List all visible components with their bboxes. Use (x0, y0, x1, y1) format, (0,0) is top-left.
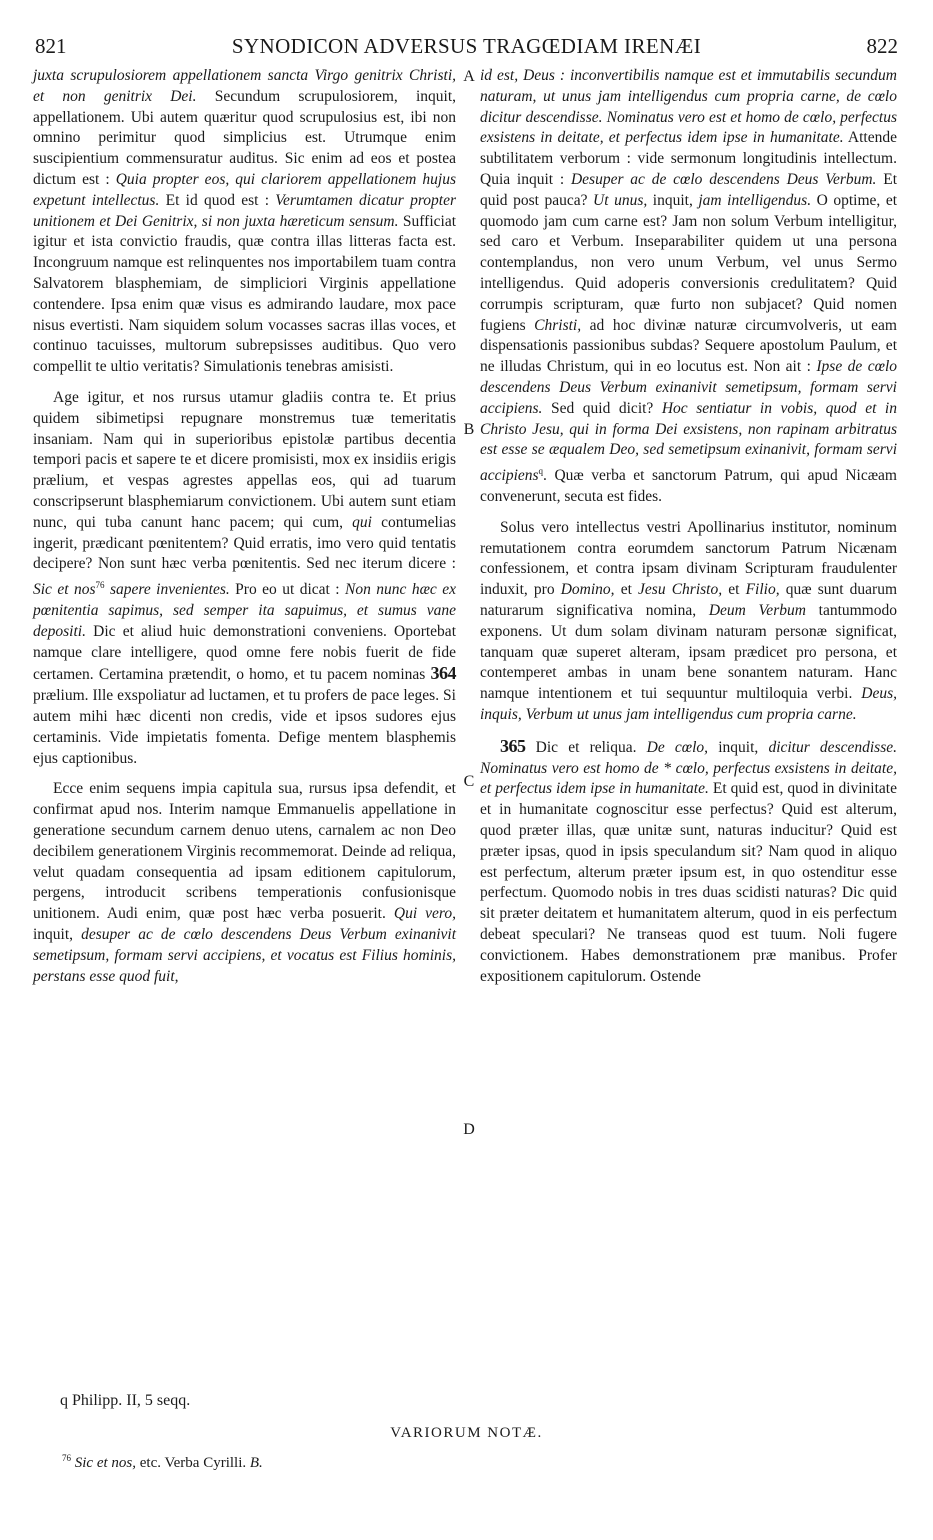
left-page-number: 821 (35, 34, 67, 58)
running-title: SYNODICON ADVERSUS TRAGŒDIAM IRENÆI (231, 34, 702, 58)
paragraph: juxta scrupulosiorem appellationem sancta Virgo genitrix Christi, et non genitrix Dei. Secundum scrupulosiorem, inquit, appellationem. Ubi autem quæritur quod scrupulosius est, ibi non omnino perimitur quod simplicius est. Utrumque enim suscipientium commensuratur auditus. Sic enim ad eos et postea dictum est : Quia propter eos, qui clariorem appellationem hujus expetunt intellectus. Et id quod est : Verumtamen dicatur propter unitionem et Dei Genitrix, si non juxta hæreticum sensum. Sufficiat igitur et ista convictio fraudis, quæ contra illas litteras facta est. Incongruum namque est relinquentes nos importabilem tuam contra Salvatorem blasphemiam, de simpliciori Virginis appellatione contendere. Ipsa enim quæ visus es admirando laudare, mox pace nisus evertisti. Nam siquidem solum vocasses sacras illas voces, et continuo tacuisses, multorum subrepsisses auditibus. Quo vero compellit te ultio veritatis? Simulationis tenebras amisisti. (33, 67, 457, 376)
running-header (35, 34, 898, 64)
paragraph: Solus vero intellectus vestri Apollinarius institutor, nominum remutationem contra eorumdem sanctorum Patrum Nicænam confessionem, et contra ipsam divinam Scripturam fraudulenter induxit, pro Domino, et Jesu Christo, et Filio, quæ sunt duarum naturarum significativa nomina, Deum Verbum tantummodo exponens. Ut dum solam divinam naturam personæ significat, tanquam quæ superet alteram, ipsam prædicet pro persona, et contemperet ambas in unam bene sonantem naturam. Hanc namque intentionem et tui sequuntur multiloquia verbi. Deus, inquis, Verbum ut unus jam intelligendus cum propria carne. (480, 518, 898, 724)
margin-marker-b: B (463, 421, 475, 438)
paragraph: id est, Deus : inconvertibilis namque est et immutabilis secundum naturam, ut unus jam intelligendus cum propria carne, de cœlo dicitur descendisse. Nominatus vero est et homo de cœlo, perfectus exsistens in deitate, et perfectus idem ipse in humanitate. Attende subtilitatem verborum : vide sermonum longitudinis intellectum. Quia inquit : Desuper ac de cœlo descendens Deus Verbum. Et quid post pauca? Ut unus, inquit, jam intelligendus. O optime, et quomodo jam cum carne est? Jam non solum Verbum intelligitur, sed caro et Verbum. Inseparabiliter quidem ut una persona contemplandus, non vero unum Verbum, vel unus Sermo intelligendus. Quid adoperis conversionis credulitatem? Quid corrumpis scripturam, quæ furto non subjacet? Quid nomen fugiens Christi, ad hoc divinæ naturæ circumvolveris, ut eam dispensationis passionibus subdas? Sequere apostolum Paulum, et ne illudas Christum, qui in eo locutus est. Non ait : Ipse de cœlo descendens Deus Verbum exinanivit semetipsum, formam servi accipiens. Sed quid dicit? Hoc sentiatur in vobis, quod et in Christo Jesu, qui in forma Dei exsistens, non rapinam arbitratus est esse se æqualem Deo, sed semetipsum exinanivit, formam servi accipiens$^q$. Quæ verba et sanctorum Patrum, qui apud Nicæam convenerunt, secuta est fides. (480, 67, 898, 506)
margin-marker-c: C (463, 773, 475, 790)
margin-marker-a: A (463, 68, 475, 85)
left-column (33, 66, 456, 987)
paragraph: 365 Dic et reliqua. De cœlo, inquit, dicitur descendisse. Nominatus vero est homo de * cœlo, perfectus exsistens in deitate, et perfectus idem ipse in humanitate. Et quid est, quod in divinitate et in humanitate cognoscitur esse perfectus? Quid est alterum, quod præter illas, quæ unitæ sunt, naturas inducitur? Quid est præter ipsas, quod in ipsis speculandum sit? Nam quod in aliquo est perfectum, alterum præter ipsum est, in quo ostenditur esse perfectum. Quomodo nobis in tres duas scidisti naturas? Dic quid sit præter deitatem et humanitatem alterum, quod in eis perfectum debeat speculari? Ne transeas quod est tuum. Noli fugere convictionem. Habes demonstrationem præ manibus. Profer expositionem capitulorum. Ostende (480, 735, 897, 985)
margin-marker-d: D (463, 1121, 475, 1138)
right-page-number: 822 (866, 34, 898, 58)
column-number: 364 (430, 663, 456, 684)
footnote-reference[interactable]: q (538, 466, 544, 477)
column-number: 365 (500, 735, 526, 756)
notes-heading: VARIORUM NOTÆ. (390, 1425, 543, 1441)
right-column (480, 66, 897, 987)
variorum-note: $^{76}$ Sic et nos, etc. Verba Cyrilli. B. (62, 1453, 263, 1471)
paragraph: Age igitur, et nos rursus utamur gladiis contra te. Et prius quidem sibimetipsi repugnare monstremus tuæ temeritatis insaniam. Nam qui in superioribus epistolæ partibus decentia tempori pacis et sapere te et dicere promisisti, mox ex insidiis erigis prælium, et vespas agrestes appellas eos, qui ad tuarum conscripserunt blasphemiarum convictionem. Ubi autem sunt etiam nunc, qui tuba canunt hanc pacem; qui cum, qui contumelias ingerit, prædicant pœnitentem? Quid erratis, imo vero quid tentatis decipere? Non sunt hæc verba pœnitentis. Sed nec iterum dicere : Sic et nos$^{76}$ sapere invenientes. Pro eo ut dicat : Non nunc hæc ex pœnitentia sapimus, sed semper ita sapuimus, et sumus vane depositi. Dic et aliud huic demonstrationi conveniens. Oportebat namque clare intelligere, quod omne fere nobis fuerit de fide certamen. Certamina prætendit, o homo, et tu pacem nominas 364 prælium. Ille exspoliatur ad luctamen, et tu profers de pace leges. Si autem mihi hæc dicenti non credis, vide et ipsos sudores ejus certaminis. Vide impietatis fomenta. Defige mentem blasphemis ejus captionibus. (33, 388, 456, 767)
paragraph: Ecce enim sequens impia capitula sua, rursus ipsa defendit, et confirmat apud nos. Interim namque Emmanuelis appellatione in generatione secundum carnem denuo utens, carnalem ac non Deo decibilem generationem Virginis recommemorat. Deinde ad reliqua, velut quadam consequentia ad ipsam editionem capitulorum, pergens, introducit scribens temperationis confusionisque unitionem. Audi enim, quæ post hæc verba posuerit. Qui vero, inquit, desuper ac de cœlo descendens Deus Verbum exinanivit semetipsum, formam servi accipiens, et vocatus est Filius hominis, perstans esse quod fuit, (33, 780, 457, 985)
note-marker: 76 (62, 1453, 71, 1463)
footnote: q Philipp. II, 5 seqq. (60, 1392, 191, 1409)
note-reference[interactable]: 76 (95, 580, 105, 591)
